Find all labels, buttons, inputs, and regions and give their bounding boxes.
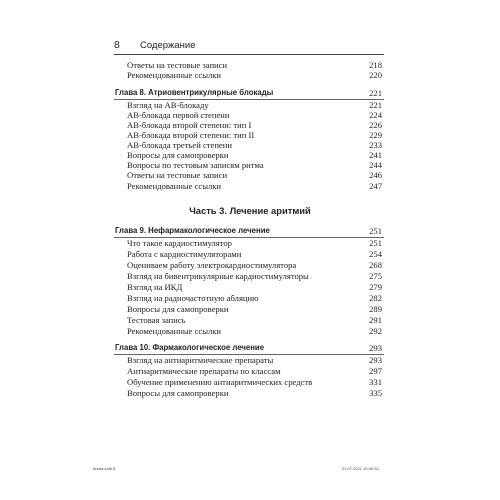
chapter-heading-8 bbox=[0, 87, 500, 99]
toc-entry-title: Рекомендованные ссылки bbox=[127, 181, 222, 191]
chapter-page: 251 bbox=[369, 226, 382, 236]
toc-entry-page: 220 bbox=[369, 70, 382, 80]
toc-entry-title: Взгляд на АВ-блокаду bbox=[127, 100, 209, 110]
toc-entry-page: 289 bbox=[369, 304, 382, 314]
toc-entry-title: АВ-блокада второй степени: тип I bbox=[127, 120, 252, 130]
page-number: 8 bbox=[114, 39, 120, 51]
toc-entry-title: Ответы на тестовые записи bbox=[127, 170, 228, 180]
toc-entry-page: 292 bbox=[369, 326, 382, 336]
chapter-page: 293 bbox=[369, 343, 382, 353]
toc-entry-page: 221 bbox=[369, 100, 382, 110]
toc-entry-title: Вопросы для самопроверки bbox=[127, 150, 229, 160]
toc-entry-title: АВ-блокада первой степени bbox=[127, 110, 230, 120]
chapter-heading-10 bbox=[0, 342, 500, 354]
toc-entry-title: Тестовая запись bbox=[127, 315, 186, 325]
toc-entry-page: 331 bbox=[369, 377, 382, 387]
toc-entry-title: Рекомендованные ссылки bbox=[127, 326, 222, 336]
toc-entry bbox=[0, 325, 500, 337]
toc-entry-page: 268 bbox=[369, 260, 382, 270]
toc-entry-page: 275 bbox=[369, 271, 382, 281]
running-head: Содержание bbox=[140, 40, 196, 51]
toc-entry bbox=[0, 69, 500, 81]
toc-entry-title: АВ-блокада второй степени: тип II bbox=[127, 130, 255, 140]
toc-entry-page: 297 bbox=[369, 366, 382, 376]
toc-entry-title: Взгляд на радиочастотную абляцию bbox=[127, 293, 259, 303]
toc-entry-page: 218 bbox=[369, 60, 382, 70]
toc-entry-page: 293 bbox=[369, 355, 382, 365]
toc-entry-page: 279 bbox=[369, 282, 382, 292]
toc-entry-page: 254 bbox=[369, 249, 382, 259]
toc-entry-page: 224 bbox=[369, 110, 382, 120]
toc-entry-title: Оцениваем работу электрокардиостимулятора bbox=[127, 260, 297, 270]
toc-entry-title: АВ-блокада третьей степени bbox=[127, 140, 232, 150]
print-slug-left: Книга.indb 8 bbox=[93, 466, 116, 471]
toc-entry-title: Рекомендованные ссылки bbox=[127, 70, 222, 80]
chapter-title: Глава 9. Нефармакологическое лечение bbox=[115, 226, 270, 235]
toc-entry-title: Взгляд на ИКД bbox=[127, 282, 183, 292]
toc-entry-title: Взгляд на бивентрикулярные кардиостимуляторы bbox=[127, 271, 309, 281]
toc-entry-title: Обучение применению антиаритмических средств bbox=[127, 377, 313, 387]
toc-entry-page: 247 bbox=[369, 181, 382, 191]
toc-entry-page: 282 bbox=[369, 293, 382, 303]
toc-entry bbox=[0, 387, 500, 399]
toc-entry-page: 251 bbox=[369, 238, 382, 248]
header-rule bbox=[114, 54, 384, 55]
toc-entry-title: Вопросы для самопроверки bbox=[127, 304, 229, 314]
chapter-heading-9 bbox=[0, 225, 500, 237]
toc-entry-page: 246 bbox=[369, 170, 382, 180]
part-title: Часть 3. Лечение аритмий bbox=[189, 205, 311, 216]
toc-entry bbox=[0, 180, 500, 192]
toc-entry-page: 241 bbox=[369, 150, 382, 160]
print-slug-right: 21.07.2021 10:09:32 bbox=[342, 466, 379, 471]
chapter-title: Глава 10. Фармакологическое лечение bbox=[115, 343, 265, 352]
chapter-page: 221 bbox=[369, 88, 382, 98]
toc-entry-page: 233 bbox=[369, 140, 382, 150]
toc-entry-title: Вопросы для самопроверки bbox=[127, 388, 229, 398]
toc-entry-title: Вопросы по тестовым записям ритма bbox=[127, 160, 264, 170]
toc-entry-page: 291 bbox=[369, 315, 382, 325]
toc-entry-page: 335 bbox=[369, 388, 382, 398]
toc-entry-page: 229 bbox=[369, 130, 382, 140]
toc-entry-page: 244 bbox=[369, 160, 382, 170]
toc-entry-page: 226 bbox=[369, 120, 382, 130]
toc-entry-title: Что такое кардиостимулятор bbox=[127, 238, 232, 248]
toc-entry-title: Взгляд на антиаритмические препараты bbox=[127, 355, 274, 365]
toc-entry-title: Работа с кардиостимуляторами bbox=[127, 249, 242, 259]
toc-entry-title: Ответы на тестовые записи bbox=[127, 60, 228, 70]
chapter-title: Глава 8. Атриовентрикулярные блокады bbox=[115, 88, 274, 97]
page-header bbox=[114, 39, 196, 53]
toc-entry-title: Антиаритмические препараты по классам bbox=[127, 366, 281, 376]
